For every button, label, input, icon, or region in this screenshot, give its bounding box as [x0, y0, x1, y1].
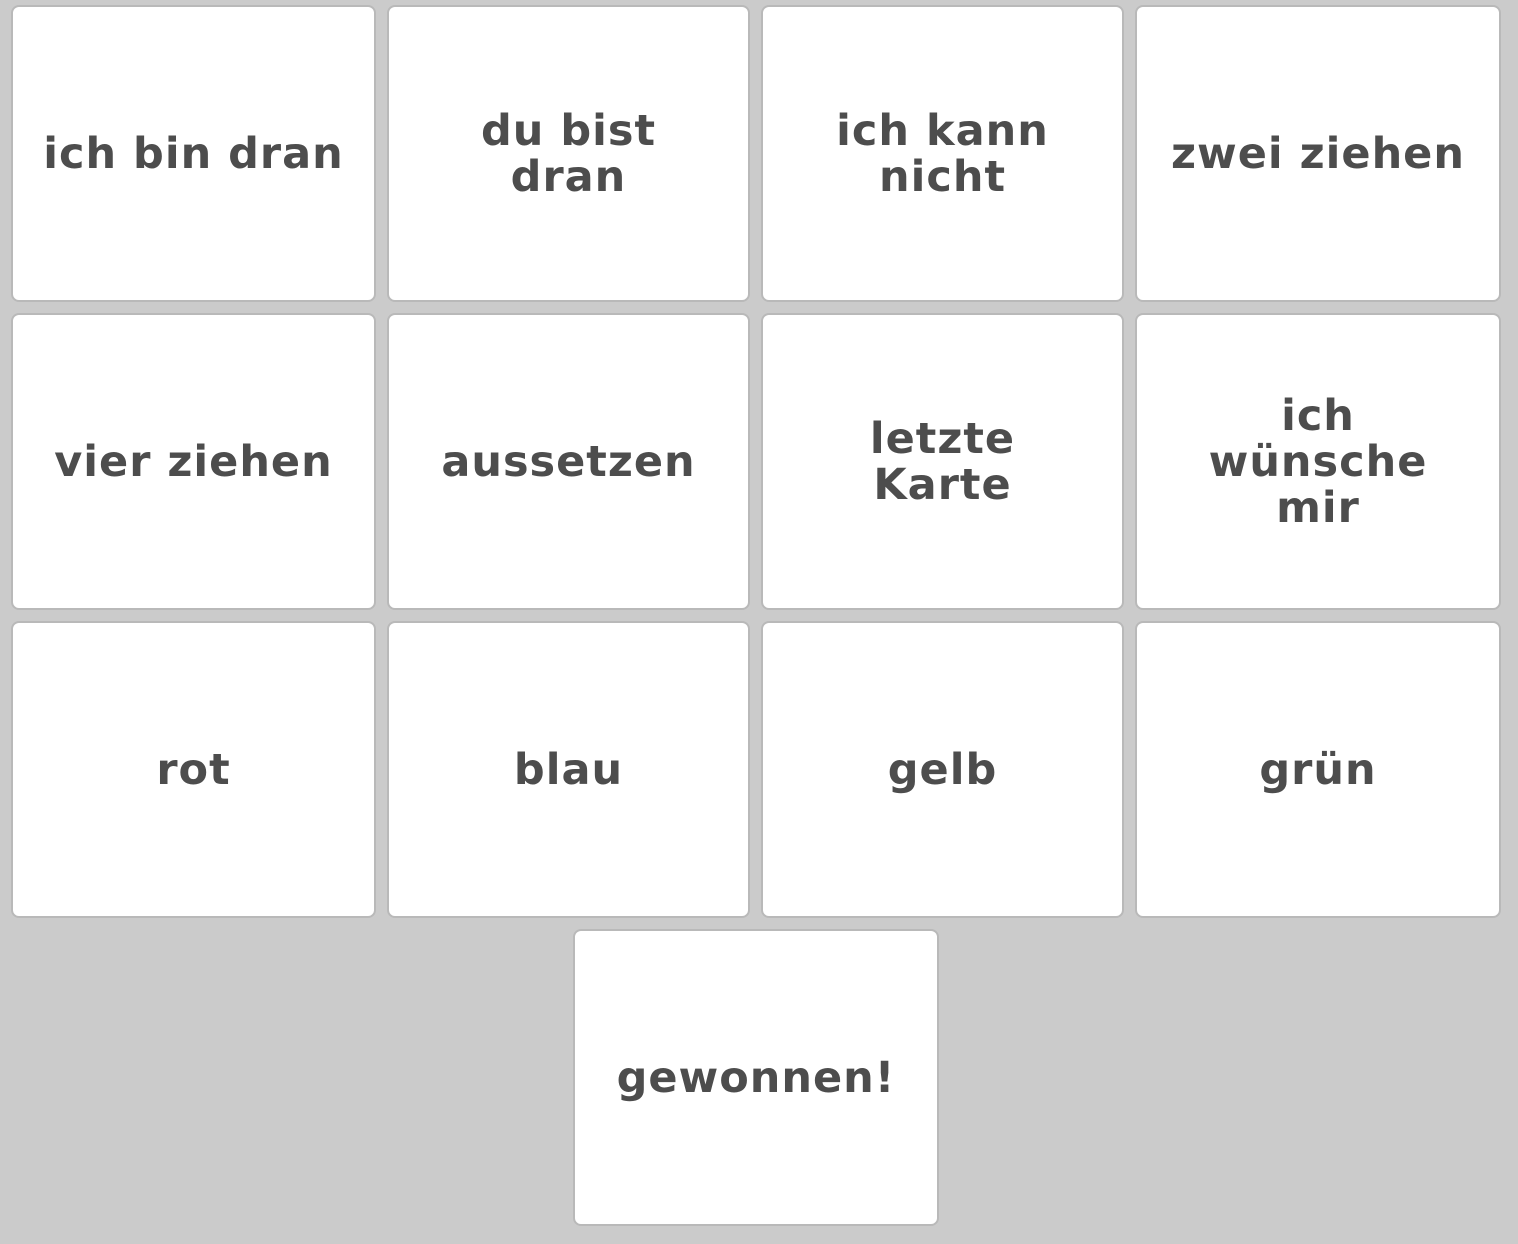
card-zwei-ziehen[interactable]: [1135, 5, 1501, 302]
card-aussetzen[interactable]: [387, 313, 750, 610]
card-gewonnen[interactable]: [573, 929, 939, 1226]
card-ich-kann-nicht[interactable]: [761, 5, 1124, 302]
card-gelb[interactable]: [761, 621, 1124, 918]
card-label: ich wünsche mir: [1208, 390, 1428, 533]
card-label: rot: [156, 744, 231, 795]
card-ich-wuensche-mir[interactable]: [1135, 313, 1501, 610]
card-ich-bin-dran[interactable]: [11, 5, 376, 302]
card-label: du bist dran: [480, 105, 657, 202]
card-label: aussetzen: [441, 436, 696, 487]
card-label: gewonnen!: [616, 1052, 896, 1103]
card-label: gelb: [887, 744, 998, 795]
card-du-bist-dran[interactable]: [387, 5, 750, 302]
card-label: zwei ziehen: [1171, 128, 1465, 179]
card-gruen[interactable]: [1135, 621, 1501, 918]
card-label: blau: [513, 744, 624, 795]
card-rot[interactable]: [11, 621, 376, 918]
card-label: ich bin dran: [43, 128, 344, 179]
card-label: vier ziehen: [54, 436, 333, 487]
card-blau[interactable]: [387, 621, 750, 918]
card-label: grün: [1259, 744, 1377, 795]
card-vier-ziehen[interactable]: [11, 313, 376, 610]
card-label: letzte Karte: [869, 413, 1016, 510]
card-letzte-karte[interactable]: [761, 313, 1124, 610]
card-label: ich kann nicht: [836, 105, 1049, 202]
